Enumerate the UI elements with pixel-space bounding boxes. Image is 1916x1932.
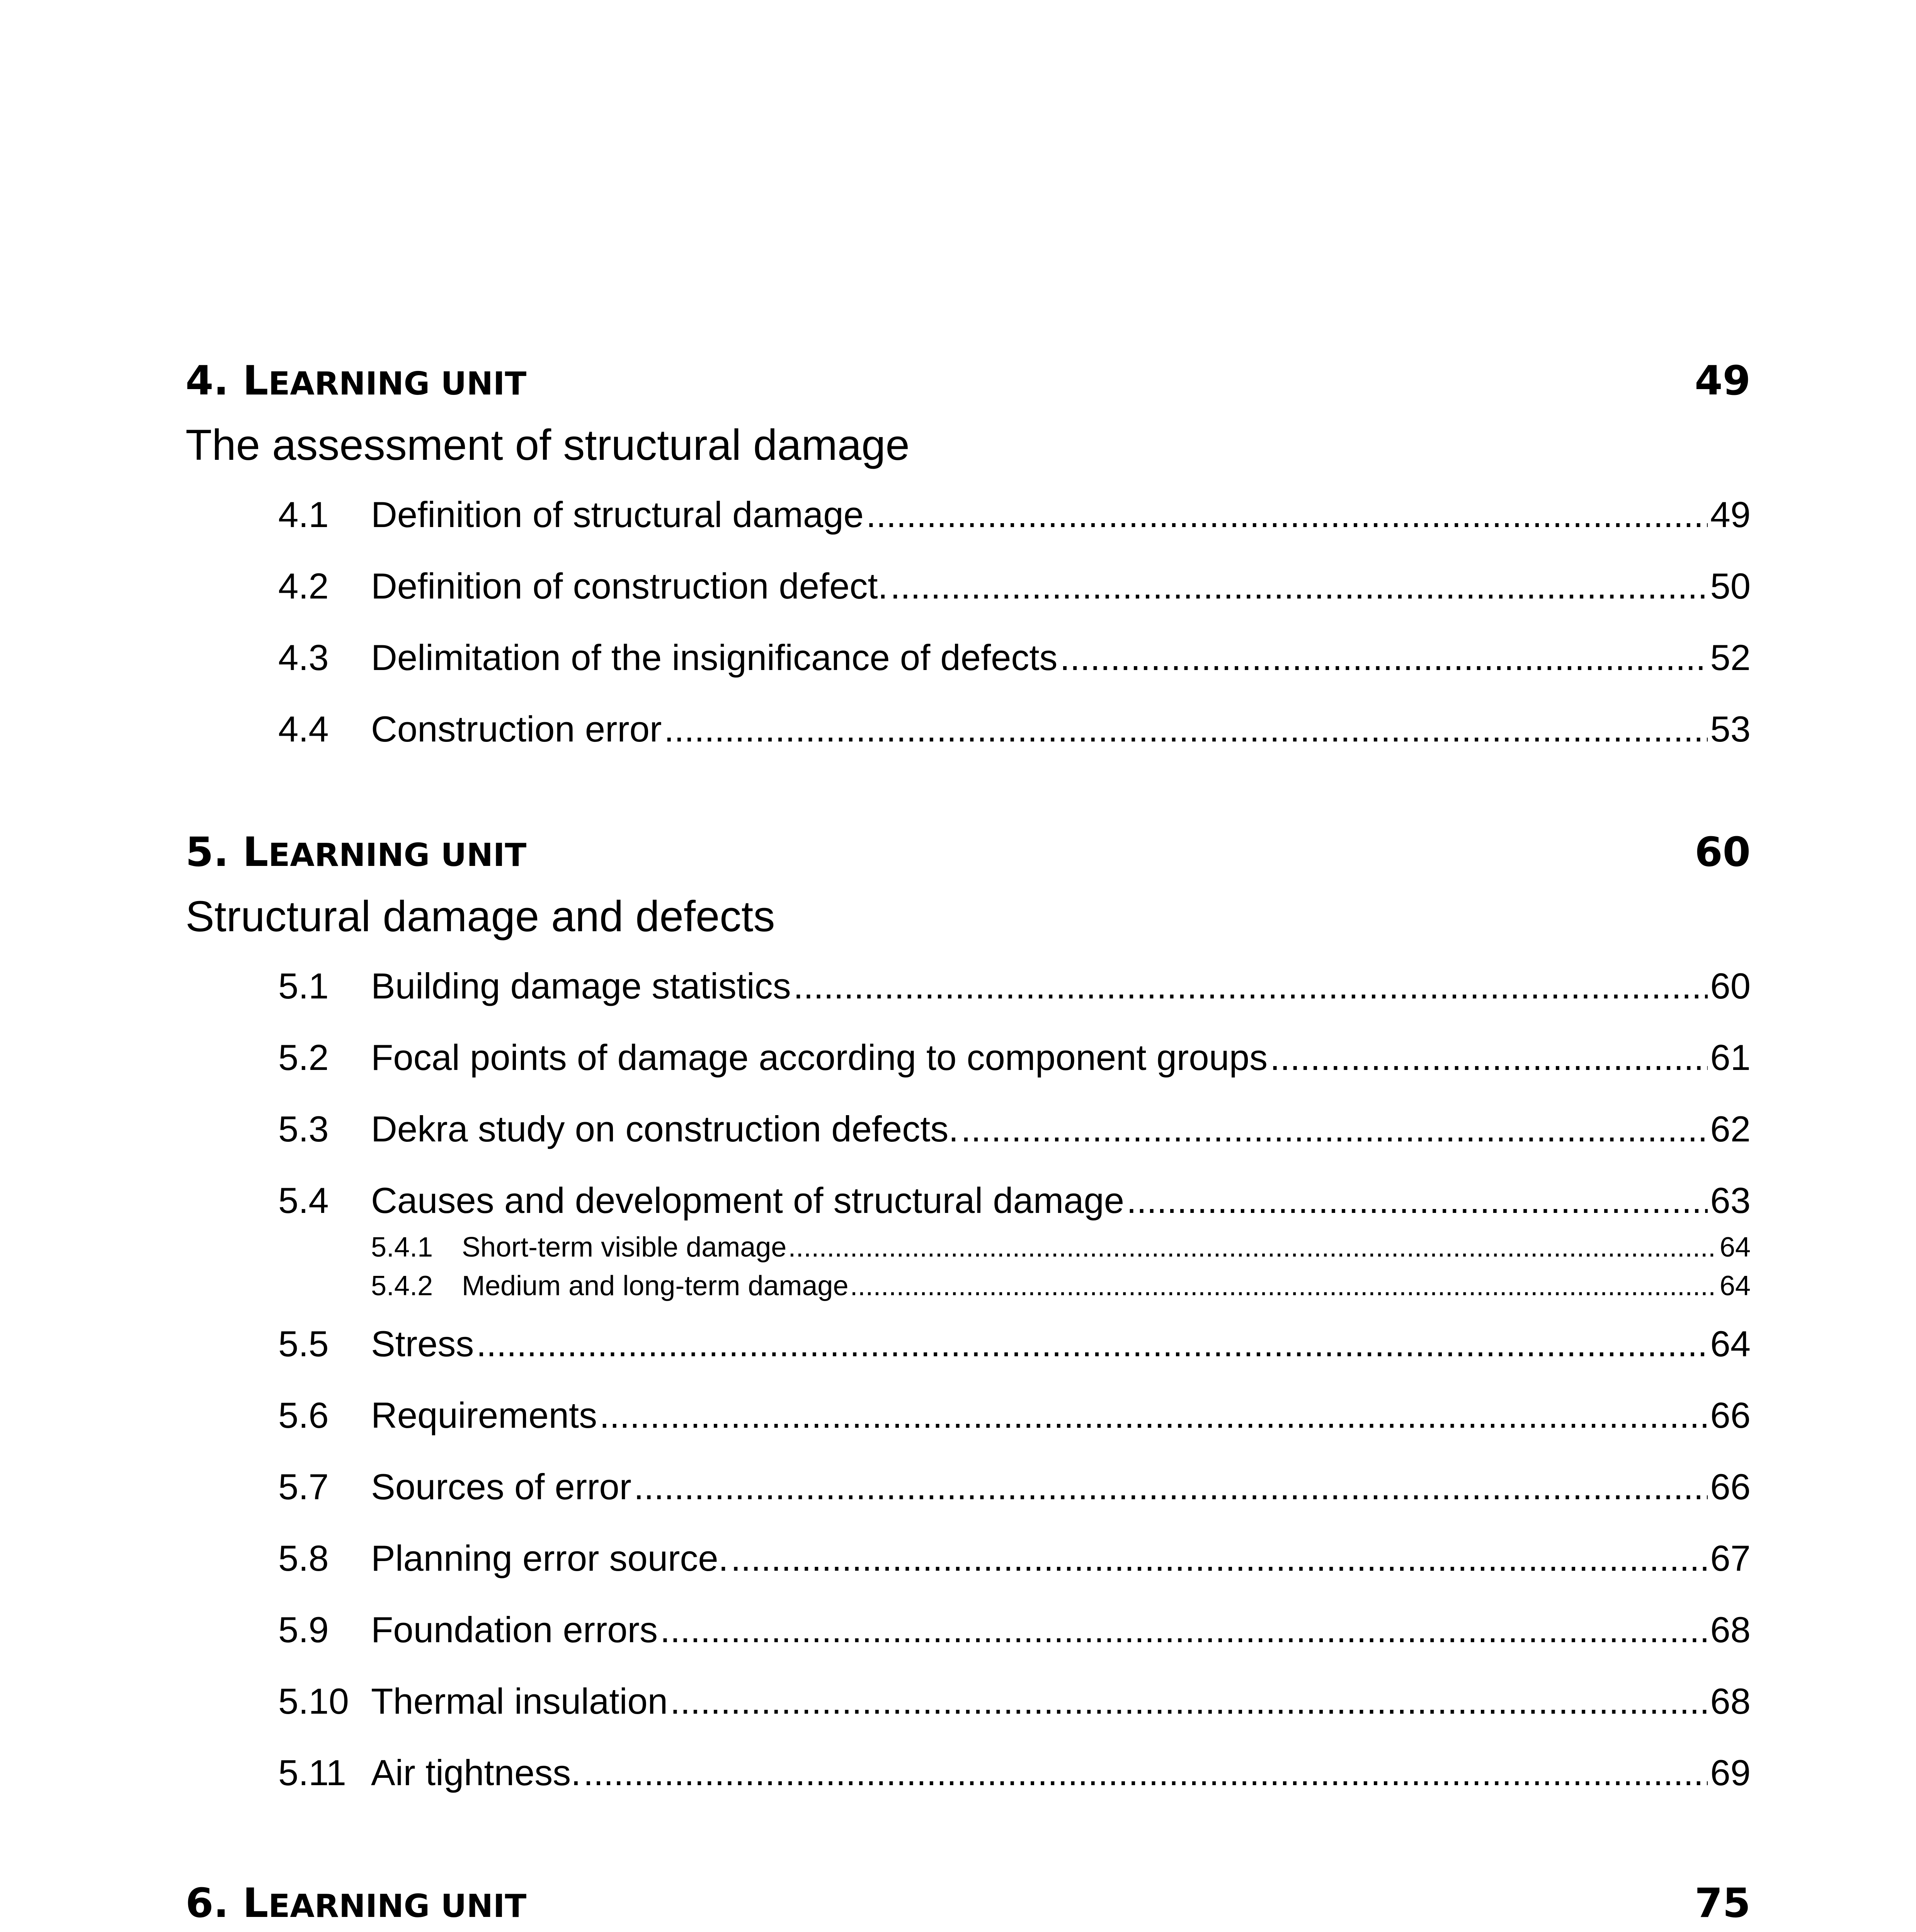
toc-entry[interactable]: 5.7 Sources of error ..... 66 xyxy=(278,1462,1751,1512)
toc-entry[interactable]: 5.6 Requirements ..... 66 xyxy=(278,1390,1751,1440)
leader-dots xyxy=(670,1676,1708,1726)
unit-label: 5. LEARNING UNIT xyxy=(185,828,527,876)
leader-dots xyxy=(890,561,1708,611)
toc-entry[interactable]: 5.8 Planning error source. ..... 67 xyxy=(278,1533,1751,1583)
unit-heading xyxy=(185,1878,1751,1932)
toc-entry[interactable]: 4.3 Delimitation of the insignificance of defects ..... 52 xyxy=(278,633,1751,683)
unit-page-number: 75 xyxy=(1695,1879,1751,1927)
leader-dots xyxy=(731,1533,1708,1583)
toc-entry[interactable]: 5.11 Air tightness. ..... 69 xyxy=(278,1748,1751,1798)
toc-entry[interactable]: 4.1 Definition of structural damage ..... 49 xyxy=(278,490,1751,540)
leader-dots xyxy=(788,1228,1718,1267)
toc-entry[interactable]: 5.2 Focal points of damage according to component groups ..... 61 xyxy=(278,1032,1751,1083)
toc-subentry[interactable]: 5.4.1 Short-term visible damage ..... 64 xyxy=(371,1228,1751,1267)
toc-entry[interactable]: 5.5 Stress ..... 64 xyxy=(278,1319,1751,1369)
toc-entry[interactable]: 5.1 Building damage statistics ..... 60 xyxy=(278,961,1751,1011)
toc-entry[interactable]: 5.9 Foundation errors ..... 68 xyxy=(278,1605,1751,1655)
leader-dots xyxy=(583,1748,1708,1798)
unit-page-number: 49 xyxy=(1695,357,1751,404)
leader-dots xyxy=(961,1104,1708,1154)
toc-entry[interactable]: 5.4 Causes and development of structural damage ..... 63 xyxy=(278,1175,1751,1226)
learning-unit-4 xyxy=(185,355,1751,754)
leader-dots xyxy=(866,490,1708,540)
leader-dots xyxy=(1126,1175,1708,1226)
leader-dots xyxy=(599,1390,1708,1440)
toc-subentry[interactable]: 5.4.2 Medium and long-term damage ..... 64 xyxy=(371,1267,1751,1305)
toc-entry[interactable]: 5.10 Thermal insulation ..... 68 xyxy=(278,1676,1751,1726)
toc-entry[interactable]: 4.2 Definition of construction defect. ..... 50 xyxy=(278,561,1751,611)
leader-dots xyxy=(476,1319,1708,1369)
unit-label: 4. LEARNING UNIT xyxy=(185,357,527,404)
unit-subtitle: Structural damage and defects xyxy=(185,892,775,940)
leader-dots xyxy=(634,1462,1708,1512)
unit-subtitle: The assessment of structural damage xyxy=(185,421,910,469)
toc-entry[interactable]: 5.3 Dekra study on construction defects. ..... 62 xyxy=(278,1104,1751,1154)
unit-heading xyxy=(185,827,1751,881)
leader-dots xyxy=(1060,633,1708,683)
learning-unit-6 xyxy=(185,1878,1751,1932)
leader-dots xyxy=(850,1267,1718,1305)
leader-dots xyxy=(1270,1032,1708,1083)
toc-entry[interactable]: 4.4 Construction error ..... 53 xyxy=(278,704,1751,754)
unit-page-number: 60 xyxy=(1695,828,1751,876)
learning-unit-5 xyxy=(185,827,1751,1798)
unit-label: 6. LEARNING UNIT xyxy=(185,1879,527,1927)
unit-heading xyxy=(185,355,1751,409)
leader-dots xyxy=(664,704,1708,754)
leader-dots xyxy=(793,961,1708,1011)
leader-dots xyxy=(660,1605,1708,1655)
